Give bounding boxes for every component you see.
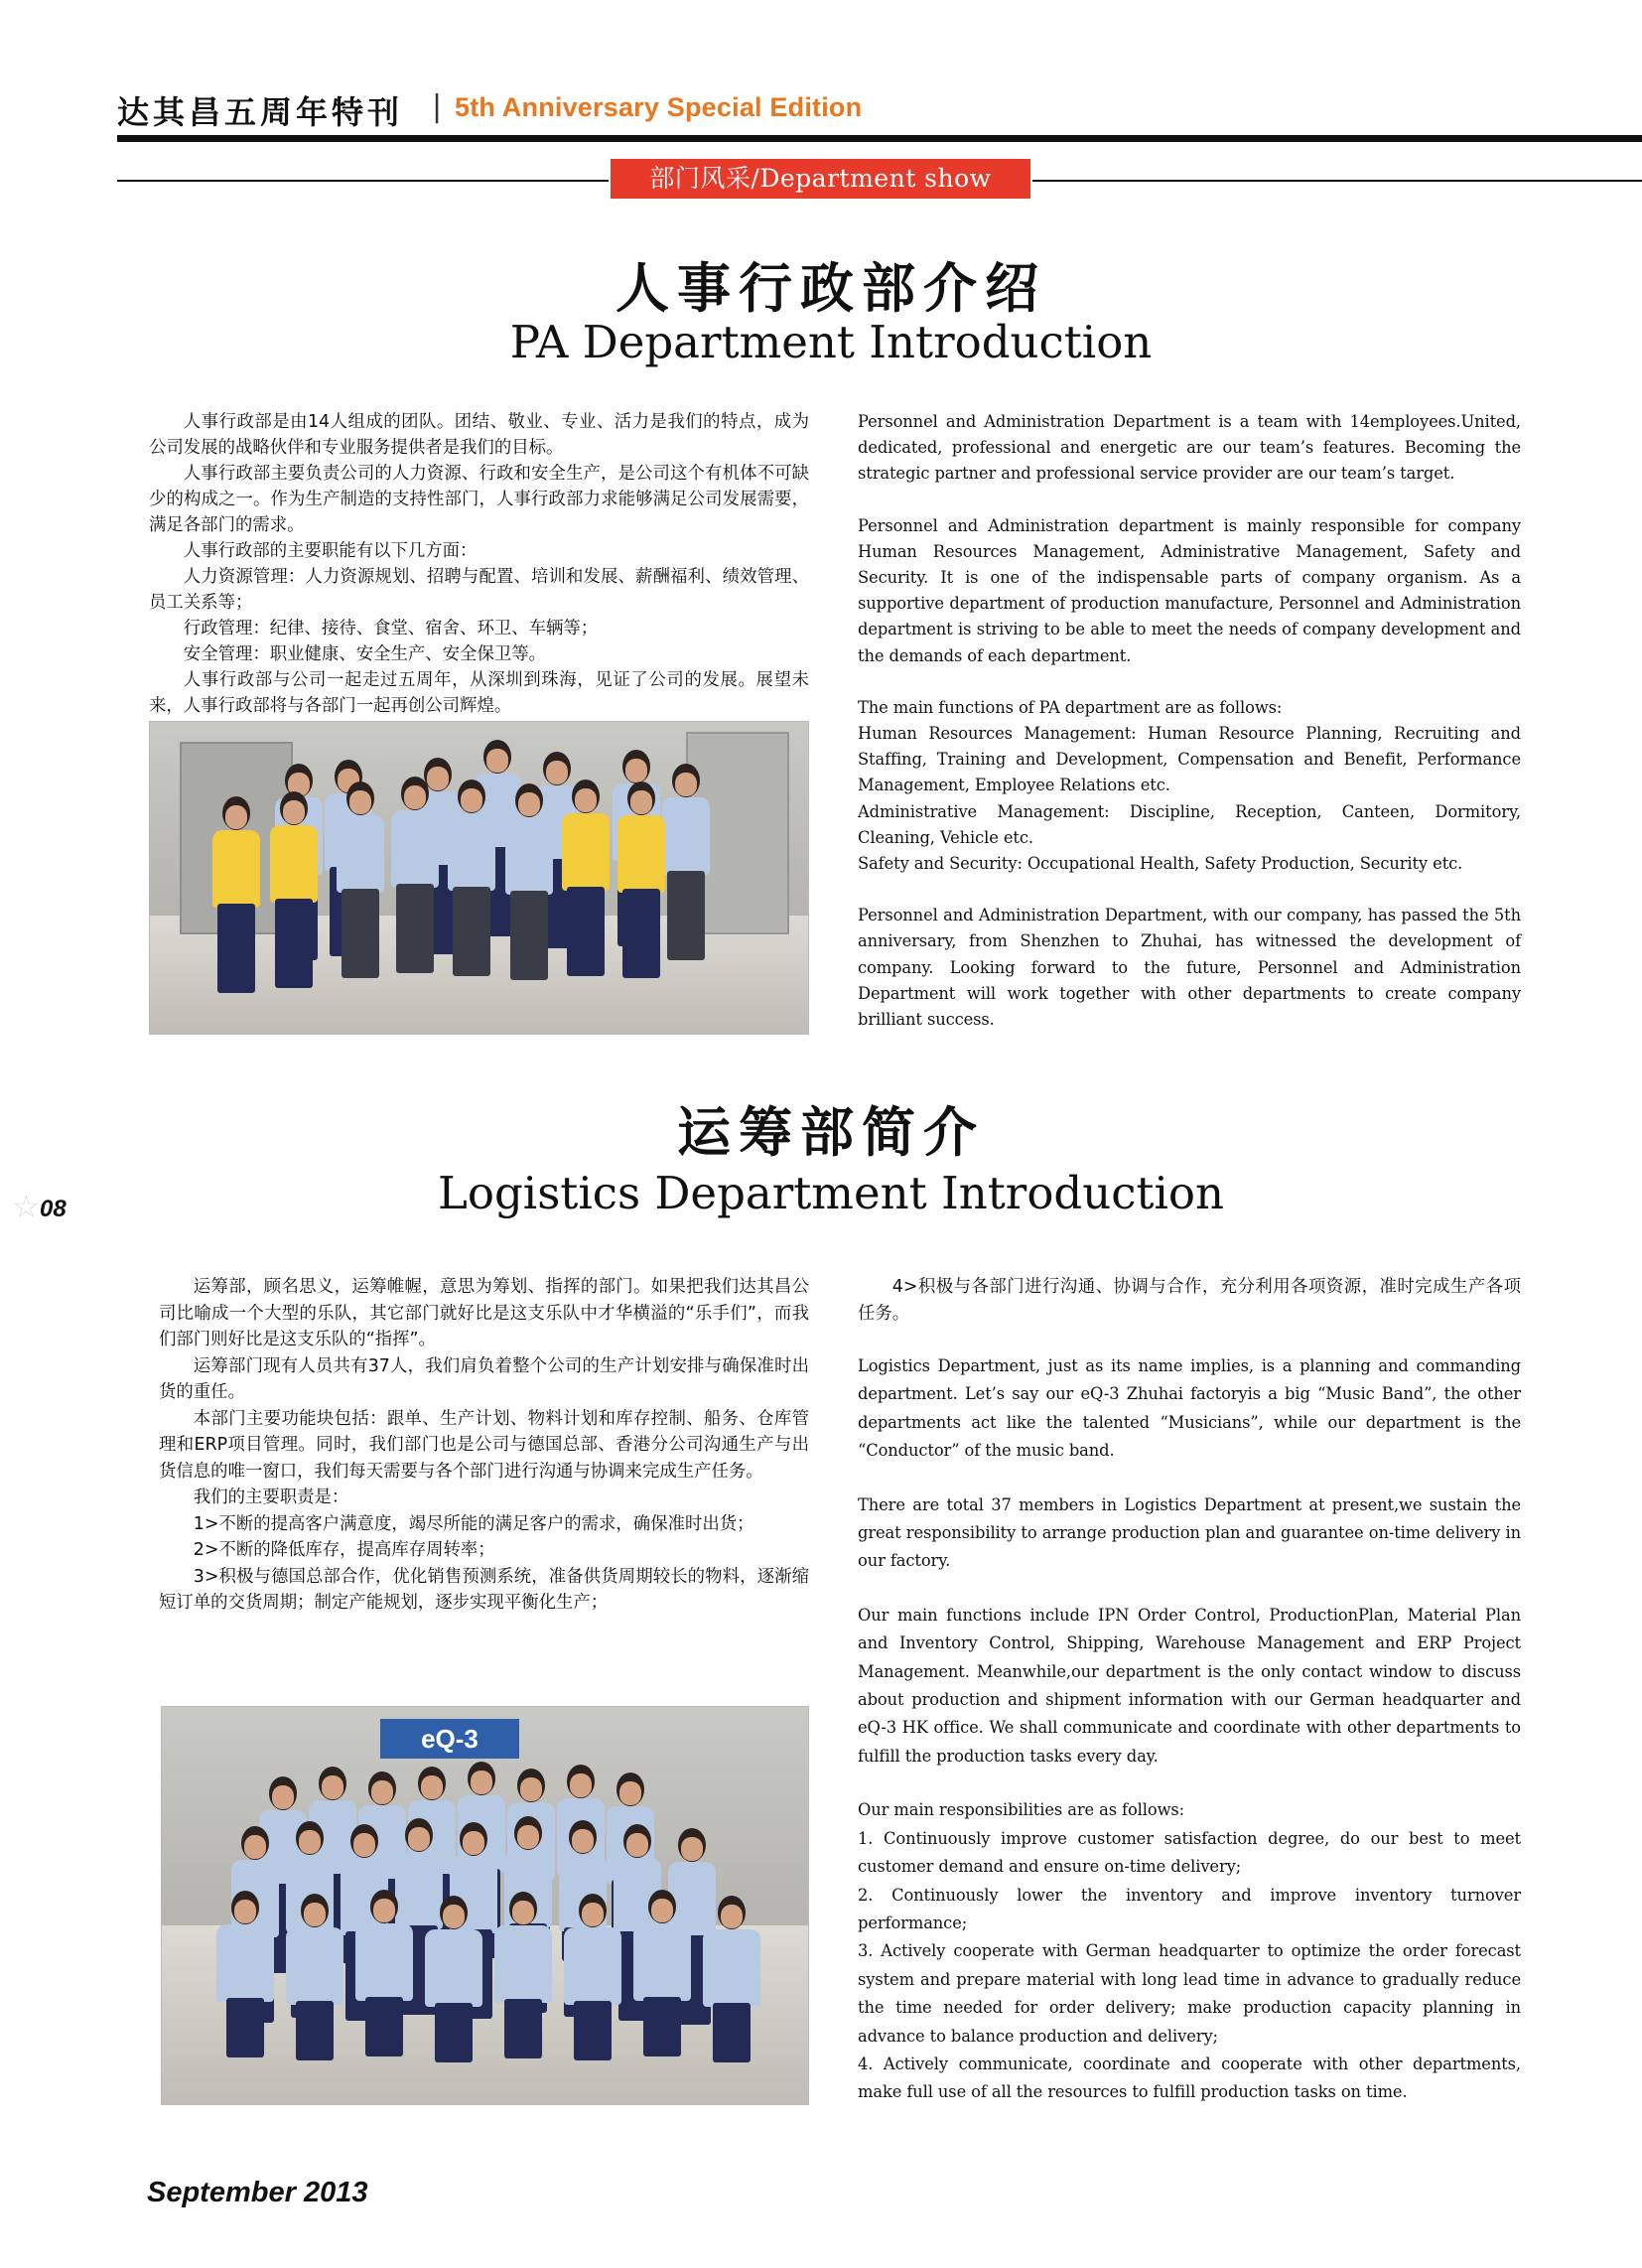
logistics-team-photo (161, 1706, 809, 2105)
footer-date: September 2013 (147, 2177, 368, 2208)
pa-cn-paragraph: 人事行政部是由14人组成的团队。团结、敬业、专业、活力是我们的特点，成为公司发展的战略伙伴和专业服务提供者是我们的目标。 (149, 412, 809, 458)
pa-cn-paragraph: 人事行政部的主要职能有以下几方面： (183, 541, 478, 561)
pa-cn-text (149, 409, 809, 719)
eq3-logo: eQ-3 (380, 1719, 519, 1759)
pa-cn-paragraph: 行政管理：纪律、接待、食堂、宿舍、环卫、车辆等； (183, 619, 599, 638)
logistics-cn-paragraph: 1>不断的提高客户满意度，竭尽所能的满足客户的需求，确保准时出货； (193, 1513, 754, 1534)
pa-cn-paragraph: 人事行政部主要负责公司的人力资源、行政和安全生产，是公司这个有机体不可缺少的构成之一。作为生产制造的支持性部门，人事行政部力求能够满足公司发展需要，满足各部门的需求。 (149, 464, 809, 535)
pa-cn-paragraph: 人力资源管理：人力资源规划、招聘与配置、培训和发展、薪酬福利、绩效管理、员工关系等； (149, 567, 809, 613)
logistics-cn-paragraph: 我们的主要职责是： (193, 1488, 349, 1507)
logistics-cn-paragraph: 本部门主要功能块包括：跟单、生产计划、物料计划和库存控制、船务、仓库管理和ERP项目管理。同时，我们部门也是公司与德国总部、香港分公司沟通生产与出货信息的唯一窗口，我们每天需要与各个部门进行沟通与协调来完成生产任务。 (159, 1408, 809, 1482)
logistics-cn-paragraph: 3>积极与德国总部合作，优化销售预测系统，准备供货周期较长的物料，逐渐缩短订单的交货周期；制定产能规划，逐步实现平衡化生产； (159, 1566, 809, 1613)
pa-team-photo (149, 721, 809, 1035)
logistics-en-intro: Logistics Department, just as its name implies, is a planning and commanding department. Let’s say our eQ-3 Zhuhai factoryis a big “Music Band”, the other departments act like the talented “Musicians”, while our department is the “Conductor” of the music band. (858, 1356, 1521, 1461)
logistics-en-resp-heading: Our main responsibilities are as follows: (858, 1800, 1185, 1820)
pa-en-closing: Personnel and Administration Department, with our company, has passed the 5th anniversary, from Shenzhen to Zhuhai, has witnessed the development of company. Looking forward to the future, Personnel and Administration Department will work together with other departments to create company brilliant success. (858, 906, 1521, 1030)
pa-cn-paragraph: 安全管理：职业健康、安全生产、安全保卫等。 (183, 644, 547, 664)
pa-en-intro: Personnel and Administration Department is a team with 14employees.United, dedicated, professional and energetic are our team’s features. Becoming the strategic partner and professional service provider are our team’s target. (858, 412, 1521, 484)
logistics-cn-text (159, 1274, 809, 1617)
logistics-en-functions: Our main functions include IPN Order Control, ProductionPlan, Material Plan and Inventory Control, Shipping, Warehouse Management and ERP Project Management. Meanwhile,our department is the only contact window to discuss about production and shipment information with our German headquarter and eQ-3 HK office. We shall communicate and coordinate with other departments to fulfill the production tasks every day. (858, 1605, 1521, 1766)
pa-en-function-item: Administrative Management: Discipline, Reception, Canteen, Dormitory, Cleaning, Vehicle etc. (858, 801, 1521, 847)
logistics-title-en: Logistics Department Introduction (438, 1167, 1224, 1219)
header-separator: | (432, 89, 443, 124)
header-title-en: 5th Anniversary Special Edition (455, 92, 863, 122)
pa-en-function-item: Safety and Security: Occupational Health, Safety Production, Security etc. (858, 854, 1463, 874)
logistics-cn-item4 (858, 1274, 1521, 1328)
logistics-cn-paragraph: 运筹部，顾名思义，运筹帷幄，意思为筹划、指挥的部门。如果把我们达其昌公司比喻成一个大型的乐队，其它部门就好比是这支乐队中才华横溢的“乐手们”，而我们部门则好比是这支乐队的“指挥”。 (159, 1277, 809, 1349)
logistics-en-members: There are total 37 members in Logistics Department at present,we sustain the great responsibility to arrange production plan and guarantee on-time delivery in our factory. (858, 1494, 1521, 1571)
header-rule (117, 135, 1642, 142)
logistics-en-resp-item: 2. Continuously lower the inventory and improve inventory turnover performance; (858, 1885, 1521, 1932)
pa-en-responsibilities: Personnel and Administration department is mainly responsible for company Human Resources Management, Administrative Management, Safety and Security. It is one of the indispensable parts of company organism. As a supportive department of production manufacture, Personnel and Administration department is striving to be able to meet the needs of company development and the demands of each department. (858, 515, 1521, 665)
logistics-en-resp-item: 1. Continuously improve customer satisfaction degree, do our best to meet customer demand and ensure on-time delivery; (858, 1828, 1521, 1877)
banner-rule-left (117, 180, 609, 182)
pa-title-en: PA Department Introduction (509, 316, 1153, 368)
pa-en-text (858, 409, 1521, 1059)
pa-en-function-item: Human Resources Management: Human Resource Planning, Recruiting and Staffing, Training and Development, Compensation and Benefit, Performance Management, Employee Relations etc. (858, 724, 1521, 795)
logistics-cn-paragraph: 4>积极与各部门进行沟通、协调与合作，充分利用各项资源，准时完成生产各项任务。 (858, 1277, 1521, 1324)
page-number: 08 (40, 1196, 67, 1222)
department-show-banner: 部门风采/Department show (611, 159, 1030, 199)
pa-title-cn: 人事行政部介绍 (616, 257, 1046, 320)
logistics-cn-paragraph: 2>不断的降低库存，提高库存周转率； (193, 1540, 495, 1560)
header-title-cn: 达其昌五周年特刊 (117, 93, 404, 131)
star-icon: ☆ (12, 1188, 41, 1225)
pa-cn-paragraph: 人事行政部与公司一起走过五周年，从深圳到珠海，见证了公司的发展。展望未来，人事行政部将与各部门一起再创公司辉煌。 (149, 670, 809, 716)
logistics-en-resp-item: 4. Actively communicate, coordinate and cooperate with other departments, make full use of all the resources to fulfill production tasks on time. (858, 2054, 1521, 2102)
logistics-en-resp-item: 3. Actively cooperate with German headquarter to optimize the order forecast system and prepare material with long lead time in advance to gradually reduce the time needed for order delivery; make production capacity planning in advance to balance production and delivery; (858, 1941, 1521, 2046)
logistics-title-cn: 运筹部简介 (677, 1101, 985, 1164)
logistics-cn-paragraph: 运筹部门现有人员共有37人，我们肩负着整个公司的生产计划安排与确保准时出货的重任。 (159, 1355, 809, 1402)
logistics-en-text (858, 1352, 1521, 2107)
pa-en-functions-heading: The main functions of PA department are as follows: (858, 697, 1283, 717)
banner-rule-right (1032, 180, 1642, 182)
